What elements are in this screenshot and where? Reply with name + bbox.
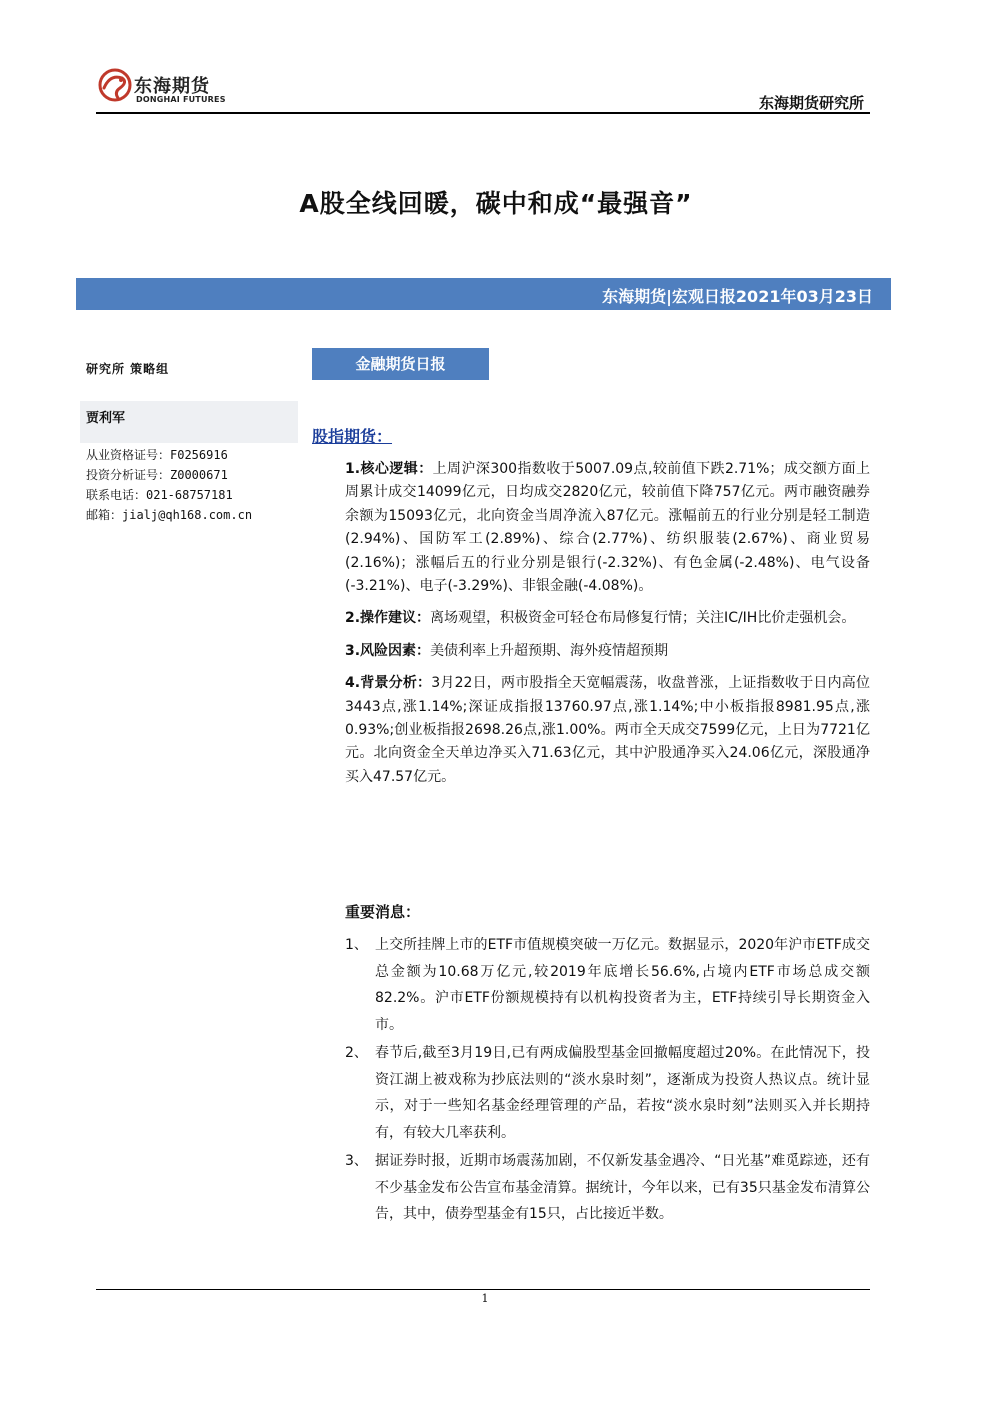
report-banner bbox=[76, 278, 891, 310]
point-background bbox=[345, 672, 870, 789]
banner-text: 东海期货|宏观日报2021年03月23日 bbox=[602, 287, 873, 306]
point-text: 上周沪深300指数收于5007.09点,较前值下跌2.71%；成交额方面上周累计成交14099亿元，日均成交2820亿元，较前值下降757亿元。两市融资融券余额为15093亿元，北向资金当周净流入87亿元。涨幅前五的行业分别是轻工制造(2.94%)、国防军工(2.89%)、综合(2.77%)、纺织服装(2.67%)、商业贸易(2.16%)；涨幅后五的行业分别是银行(-2.32%)、有色金属(-2.48%)、电气设备(-3.21%)、电子(-3.29%)、非银金融(-4.08%)。 bbox=[345, 461, 870, 595]
header-divider bbox=[96, 112, 870, 114]
news-number: 3、 bbox=[345, 1153, 368, 1169]
institute-name: 东海期货研究所 bbox=[758, 94, 864, 112]
point-risk bbox=[345, 640, 870, 663]
point-label: 3.风险因素： bbox=[345, 642, 431, 659]
author-info bbox=[86, 445, 298, 525]
analyst-number: 投资分析证号：Z0000671 bbox=[86, 468, 228, 482]
report-title: A股全线回暖，碳中和成“最强音” bbox=[299, 189, 693, 218]
news-item bbox=[345, 1040, 870, 1146]
point-label: 1.核心逻辑： bbox=[345, 461, 433, 477]
main-content bbox=[345, 458, 870, 798]
point-text: 美债利率上升超预期、海外疫情超预期 bbox=[430, 642, 669, 659]
section-title: 股指期货： bbox=[312, 427, 393, 446]
logo-text-cn: 东海期货 bbox=[134, 76, 210, 97]
point-text: 离场观望，积极资金可轻仓布局修复行情；关注IC/IH比价走强机会。 bbox=[430, 610, 856, 627]
dragon-logo-icon bbox=[96, 66, 134, 104]
company-logo bbox=[96, 64, 236, 108]
news-text: 上交所挂牌上市的ETF市值规模突破一万亿元。数据显示，2020年沪市ETF成交总金额为10.68万亿元,较2019年底增长56.6%,占境内ETF市场总成交额82.2%。沪市ETF份额规模持有以机构投资者为主，ETF持续引导长期资金入市。 bbox=[375, 937, 870, 1033]
news-number: 1、 bbox=[345, 937, 368, 953]
author-sidebar bbox=[86, 360, 298, 525]
author-name: 贾利军 bbox=[86, 411, 126, 426]
point-core-logic bbox=[345, 458, 870, 598]
news-text: 据证券时报，近期市场震荡加剧，不仅新发基金遇冷、“日光基”难觅踪迹，还有不少基金发布公告宣布基金清算。据统计，今年以来，已有35只基金发布清算公告，其中，债券型基金有15只，占比接近半数。 bbox=[375, 1153, 870, 1222]
point-text: 3月22日，两市股指全天宽幅震荡，收盘普涨，上证指数收于日内高位3443点,涨1.14%;深证成指报13760.97点,涨1.14%;中小板指报8981.95点,涨0.93%;创业板指报2698.26点,涨1.00%。两市全天成交7599亿元，上日为7721亿元。北向资金全天单边净买入71.63亿元，其中沪股通净买入24.06亿元，深股通净买入47.57亿元。 bbox=[345, 675, 870, 785]
contact-email: 邮箱：jialj@qh168.com.cn bbox=[86, 508, 253, 522]
page-number: 1 bbox=[481, 1292, 489, 1305]
section-tag: 金融期货日报 bbox=[312, 348, 489, 380]
contact-phone: 联系电话：021-68757181 bbox=[86, 488, 233, 502]
news-number: 2、 bbox=[345, 1045, 368, 1061]
logo-text-en: DONGHAI FUTURES bbox=[136, 95, 226, 104]
point-label: 4.背景分析： bbox=[345, 675, 432, 692]
point-suggestion bbox=[345, 607, 870, 630]
news-list bbox=[345, 932, 870, 1230]
author-box bbox=[80, 401, 298, 443]
news-item bbox=[345, 1148, 870, 1228]
news-item bbox=[345, 932, 870, 1038]
department-label: 研究所 策略组 bbox=[86, 362, 170, 376]
news-title: 重要消息： bbox=[345, 903, 421, 921]
news-text: 春节后,截至3月19日,已有两成偏股型基金回撤幅度超过20%。在此情况下，投资江湖上被戏称为抄底法则的“淡水泉时刻”，逐渐成为投资人热议点。统计显示，对于一些知名基金经理管理的产品，若按“淡水泉时刻”法则买入并长期持有，有较大几率获利。 bbox=[375, 1045, 870, 1141]
footer-divider bbox=[96, 1289, 870, 1290]
point-label: 2.操作建议： bbox=[345, 610, 431, 627]
qualification-number: 从业资格证号：F0256916 bbox=[86, 448, 228, 462]
